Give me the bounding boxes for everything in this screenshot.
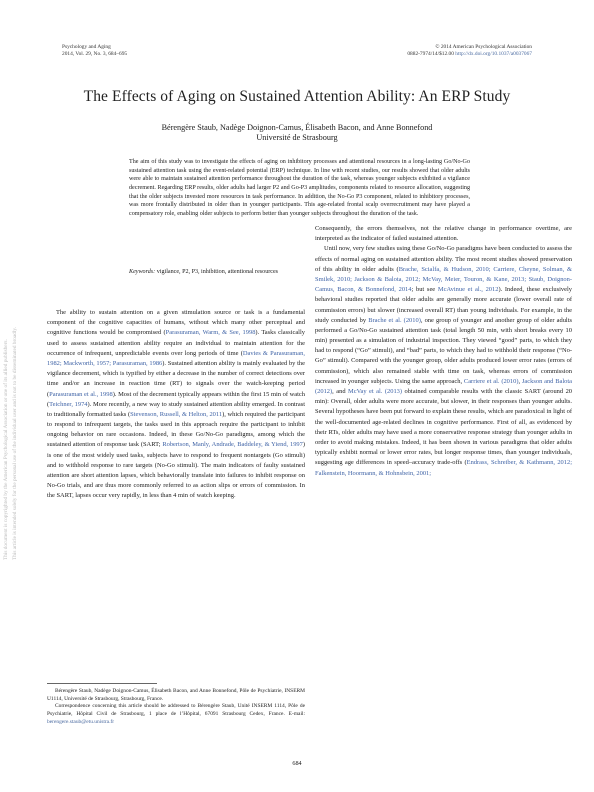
body-text: ). Sustained attention ability is mainly evaluated by the vigilance decrement, which is typified by either a decrease in the number of correct detections over time and/or an increase in reaction time (RT) to signals over the watch-keeping period ( xyxy=(47,359,305,398)
citation-link[interactable]: McVay et al. (2013) xyxy=(348,388,403,395)
citation-link[interactable]: Carriere et al. (2010) xyxy=(463,377,519,385)
citation-link[interactable]: Robertson, Manly, Andrade, Baddeley, & Yiend, 1997 xyxy=(162,441,303,449)
body-left-column xyxy=(47,308,305,502)
citation-link[interactable]: Davies & Parasuraman, 1982; Mackworth, 1957; Parasuraman, 1986 xyxy=(47,349,305,367)
body-text: obtained comparable results with the classic SART (around 20 min): Overall, older adults were more accurate, but slower, in their responses than younger adults. Several hypotheses have been put forward to explain these results, which are paradoxical in light of the well-documented age-related declines in cognitive performance. First of all, as evidenced by their RTs, older adults may have used a more conservative response strategy than younger adults in order to avoid making mistakes. Indeed, it has been shown in various paradigms that older adults typically exhibit normal or lower error rates, but longer response times, than younger individuals, suggesting age differences in speed–accuracy trade-offs ( xyxy=(315,388,573,467)
body-text: ). Indeed, these exclusively behavioral studies reported that older adults are generally more accurate (lower overall rate of commission errors) but slower (increased overall RT) than young individuals. For example, in the study conducted by xyxy=(315,286,573,324)
citation-link[interactable]: Parasuraman et al., 1998 xyxy=(49,390,113,398)
body-text: Until now, very few studies using these Go/No-Go paradigms have been conducted to assess the effects of normal aging on sustained attention ability. The most recent studies showed preservation of this ability in older adults ( xyxy=(315,245,572,273)
body-text: ), which required the participant to respond to infrequent targets, the tasks used in this approach require the participant to inhibit ongoing behavior on rare occasions. Indeed, in these Go/No-Go paradigms, among which the sustained attention of response task (SART; xyxy=(47,410,305,449)
body-text: ; but see xyxy=(411,286,438,294)
page-number: 684 xyxy=(292,760,302,767)
author-names: Bérengère Staub, Nadège Doignon-Camus, Élisabeth Bacon, and Anne Bonnefond xyxy=(161,123,433,132)
body-paragraph: Consequently, the errors themselves, not the relative change in performance overtime, are interpreted as the indicator of failed sustained attention. xyxy=(315,225,572,243)
side-notice-line-2: This article is intended solely for the personal use of the individual user and is not to be disseminated broadly. xyxy=(11,327,18,560)
author-block xyxy=(40,123,554,143)
body-paragraph xyxy=(315,244,572,478)
body-text: ). Most of the decrement typically appears within the first 15 min of watch ( xyxy=(47,390,305,408)
article-title: The Effects of Aging on Sustained Attention Ability: An ERP Study xyxy=(83,88,511,105)
keywords-label: Keywords: xyxy=(129,269,156,275)
running-header-left xyxy=(62,44,127,57)
body-text: The ability to sustain attention on a given stimulation source or task is a fundamental component of the cognitive capacities of humans, without which many other perceptual and cognitive functions would be compromised ( xyxy=(47,309,305,337)
issn-price: 0882-7974/14/$12.00 xyxy=(407,50,456,57)
copyright-side-notice xyxy=(2,40,26,560)
body-paragraph xyxy=(47,308,305,502)
author-affiliation: Université de Strasbourg xyxy=(256,133,338,142)
keywords-text: vigilance, P2, P3, inhibition, attentional resources xyxy=(155,269,279,275)
body-text: , one group of younger and another group of older adults performed a Go/No-Go sustained attention task (total length 50 min, with short breaks every 10 min) presented as a simulation of industrial inspection. They viewed “good” parts, to which they had to respond (“Go” stimuli), and “bad” parts, to which they had to withhold their response (“No-Go” stimuli). Compared with the younger group, older adults produced lower error rates (errors of commission), which also remained stable with time on task, whereas errors of commission increased in younger subjects. Using the same approach, xyxy=(315,316,573,385)
citation-link[interactable]: Brache, Scialfa, & Hudson, 2010; Carriere, Cheyne, Solman, & Smilek, 2010; Jackson & Balota, 2012; McVay, Meier, Touron, & Kane, 2013; Staub, Doignon-Camus, Bacon, & Bonnefond, 2014 xyxy=(315,265,572,294)
abstract: The aim of this study was to investigate the effects of aging on inhibitory processes and attentional resources in a long-lasting Go/No-Go sustained attention task using the event-related potential (ERP) technique. In line with recent studies, our results showed that older adults were able to maintain sustained attention performance throughout the duration of the task, whereas younger subjects exhibited a vigilance decrement. Regarding ERP results, older adults had larger P2 and Go-P3 amplitudes, components related to resource allocation, suggesting that the older subjects invested more resources in task performance. In addition, the No-Go P3 component, related to inhibitory processes, was more frontally distributed in older than in younger participants. This age-related frontal scalp overrecruitment may have played a compensatory role, enabling older subjects to perform better than younger subjects throughout the duration of the task. xyxy=(129,159,470,217)
citation-link[interactable]: Endrass, Schreiber, & Kathmann, 2012; Falkenstein, Hoormann, & Hohnsbein, 2001; xyxy=(315,459,572,477)
side-notice-line-1: This document is copyrighted by the American Psychological Association or one of its allied publishers. xyxy=(3,339,9,560)
citation-link[interactable]: Jackson and Balota (2012) xyxy=(315,377,573,395)
copyright-line: © 2014 American Psychological Association xyxy=(435,44,532,50)
body-text: , xyxy=(518,377,522,385)
affiliation-note: Bérengère Staub, Nadège Doignon-Camus, Élisabeth Bacon, and Anne Bonnefond, Pôle de Psychiatrie, INSERM U1114, Université de Strasbourg, Strasbourg, France. xyxy=(47,688,305,702)
citation-link[interactable]: Teichner, 1974 xyxy=(49,400,88,408)
citation-link[interactable]: Brache et al. (2010) xyxy=(368,316,421,324)
body-text: ). Tasks classically used to assess sustained attention ability require an individual to maintain attention for the occurrence of infrequent, unpredictable events over long periods of time ( xyxy=(47,329,305,357)
body-text: ) is one of the most widely used tasks, subjects have to respond to frequent nontargets (Go stimuli) and to withhold response to rare targets (No-Go stimuli). The main indicators of faulty sustained attention are short attention lapses, which behaviorally translate into failures to inhibit response on No-Go trials, and are thus more commonly referred to as action slips or errors of commission. In the SART, lapses occur very rapidly, in less than 4 min of watch keeping. xyxy=(47,441,306,500)
citation-link[interactable]: McAvinue et al., 2012 xyxy=(437,286,499,294)
doi-link[interactable]: http://dx.doi.org/10.1037/a0037067 xyxy=(455,50,532,57)
footnote-divider xyxy=(47,683,157,684)
body-text: , and xyxy=(332,388,348,395)
correspondence-note xyxy=(47,703,305,726)
body-text: ). More recently, a new way to study sustained attention ability emerged. In contrast to traditionally formatted tasks ( xyxy=(47,400,305,418)
correspondence-text: Correspondence concerning this article should be addressed to Bérengère Staub, Unité INSERM 1114, Pôle de Psychiatrie, Hôpital Civil de Strasbourg, 1 place de l’Hôpital, 67091 Strasbourg Cedex, France. E-mail: xyxy=(47,703,305,718)
journal-issue: 2014, Vol. 29, No. 3, 684–695 xyxy=(62,50,128,57)
running-header-right xyxy=(407,44,532,57)
email-link[interactable]: berengere.staub@etu.unistra.fr xyxy=(47,718,115,725)
citation-link[interactable]: Stevenson, Russell, & Helton, 2011 xyxy=(130,410,223,418)
body-right-column xyxy=(315,224,572,479)
issn-doi-line xyxy=(407,51,532,58)
citation-link[interactable]: Parasuraman, Warm, & See, 1998 xyxy=(165,329,256,337)
author-footnote xyxy=(47,688,305,727)
journal-name: Psychology and Aging xyxy=(62,44,111,50)
